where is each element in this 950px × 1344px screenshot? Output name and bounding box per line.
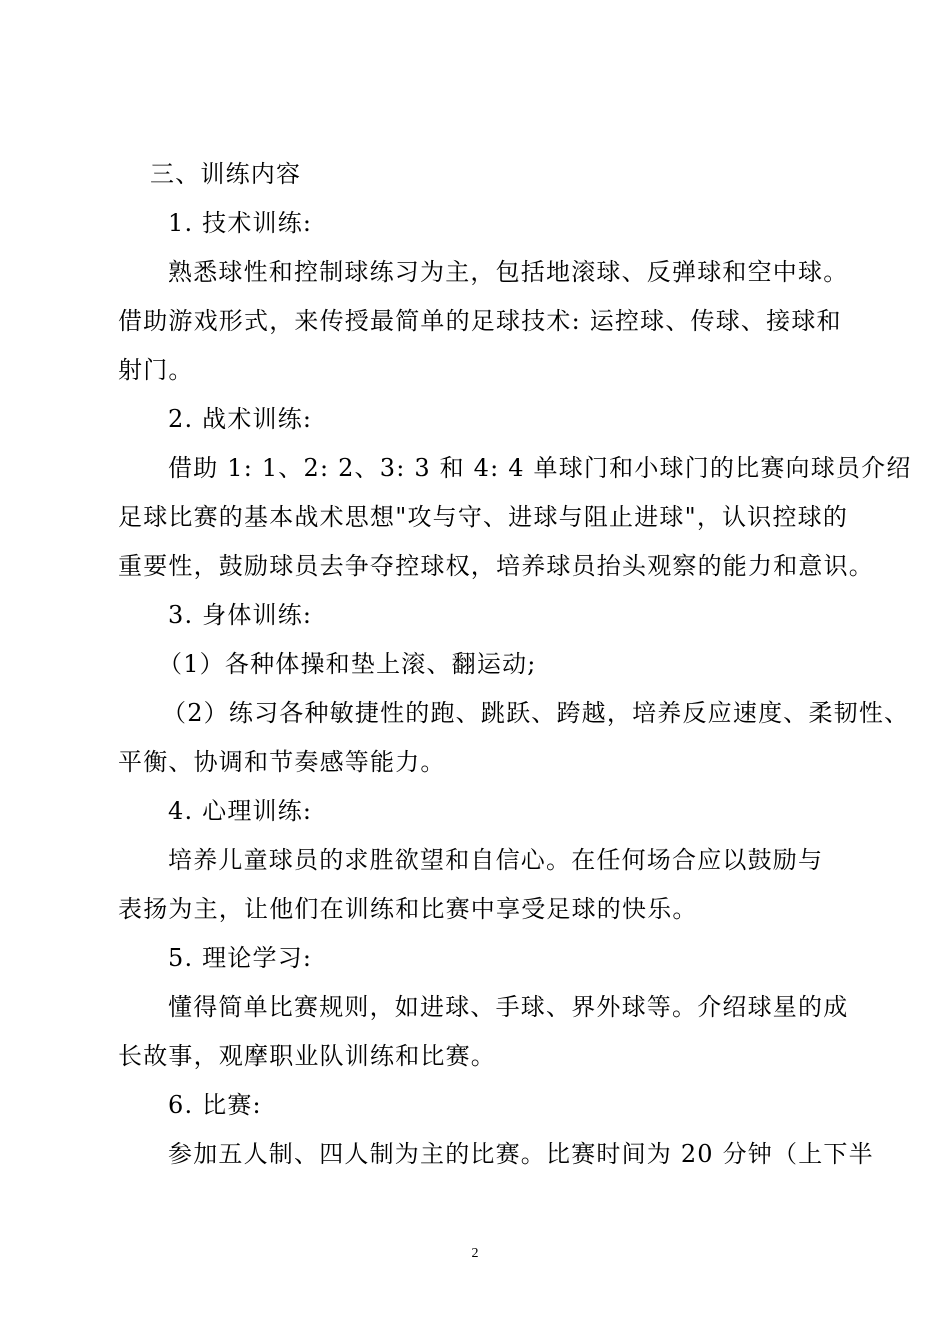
page-number: 2 bbox=[471, 1246, 479, 1261]
paragraph-line: 借助 1: 1、2: 2、3: 3 和 4: 4 单球门和小球门的比赛向球员介绍 bbox=[168, 454, 912, 482]
subsection-heading-mental: 4. 心理训练: bbox=[168, 797, 313, 825]
paragraph-line: 借助游戏形式，来传授最简单的足球技术: 运控球、传球、接球和 bbox=[118, 307, 842, 335]
paragraph-line: 培养儿童球员的求胜欲望和自信心。在任何场合应以鼓励与 bbox=[168, 846, 824, 874]
paragraph-line: 射门。 bbox=[118, 356, 194, 384]
list-item: （1）各种体操和垫上滚、翻运动; bbox=[158, 650, 537, 678]
section-heading: 三、训练内容 bbox=[150, 160, 302, 188]
document-body bbox=[118, 150, 912, 1179]
paragraph-line: 足球比赛的基本战术思想"攻与守、进球与阻止进球"，认识控球的 bbox=[118, 503, 849, 531]
subsection-heading-technique: 1. 技术训练: bbox=[168, 209, 313, 237]
list-item: （2）练习各种敏捷性的跑、跳跃、跨越，培养反应速度、柔韧性、 bbox=[162, 699, 910, 727]
paragraph-line: 懂得简单比赛规则，如进球、手球、界外球等。介绍球星的成 bbox=[168, 993, 849, 1021]
paragraph-line: 长故事，观摩职业队训练和比赛。 bbox=[118, 1042, 496, 1070]
subsection-heading-theory: 5. 理论学习: bbox=[168, 944, 313, 972]
subsection-heading-physical: 3. 身体训练: bbox=[168, 601, 313, 629]
paragraph-line: 平衡、协调和节奏感等能力。 bbox=[118, 748, 446, 776]
subsection-heading-match: 6. 比赛: bbox=[168, 1091, 262, 1119]
paragraph-line: 表扬为主，让他们在训练和比赛中享受足球的快乐。 bbox=[118, 895, 698, 923]
paragraph-line: 参加五人制、四人制为主的比赛。比赛时间为 20 分钟（上下半 bbox=[168, 1140, 874, 1168]
subsection-heading-tactics: 2. 战术训练: bbox=[168, 405, 313, 433]
paragraph-line: 重要性，鼓励球员去争夺控球权，培养球员抬头观察的能力和意识。 bbox=[118, 552, 874, 580]
paragraph-line: 熟悉球性和控制球练习为主，包括地滚球、反弹球和空中球。 bbox=[168, 258, 849, 286]
